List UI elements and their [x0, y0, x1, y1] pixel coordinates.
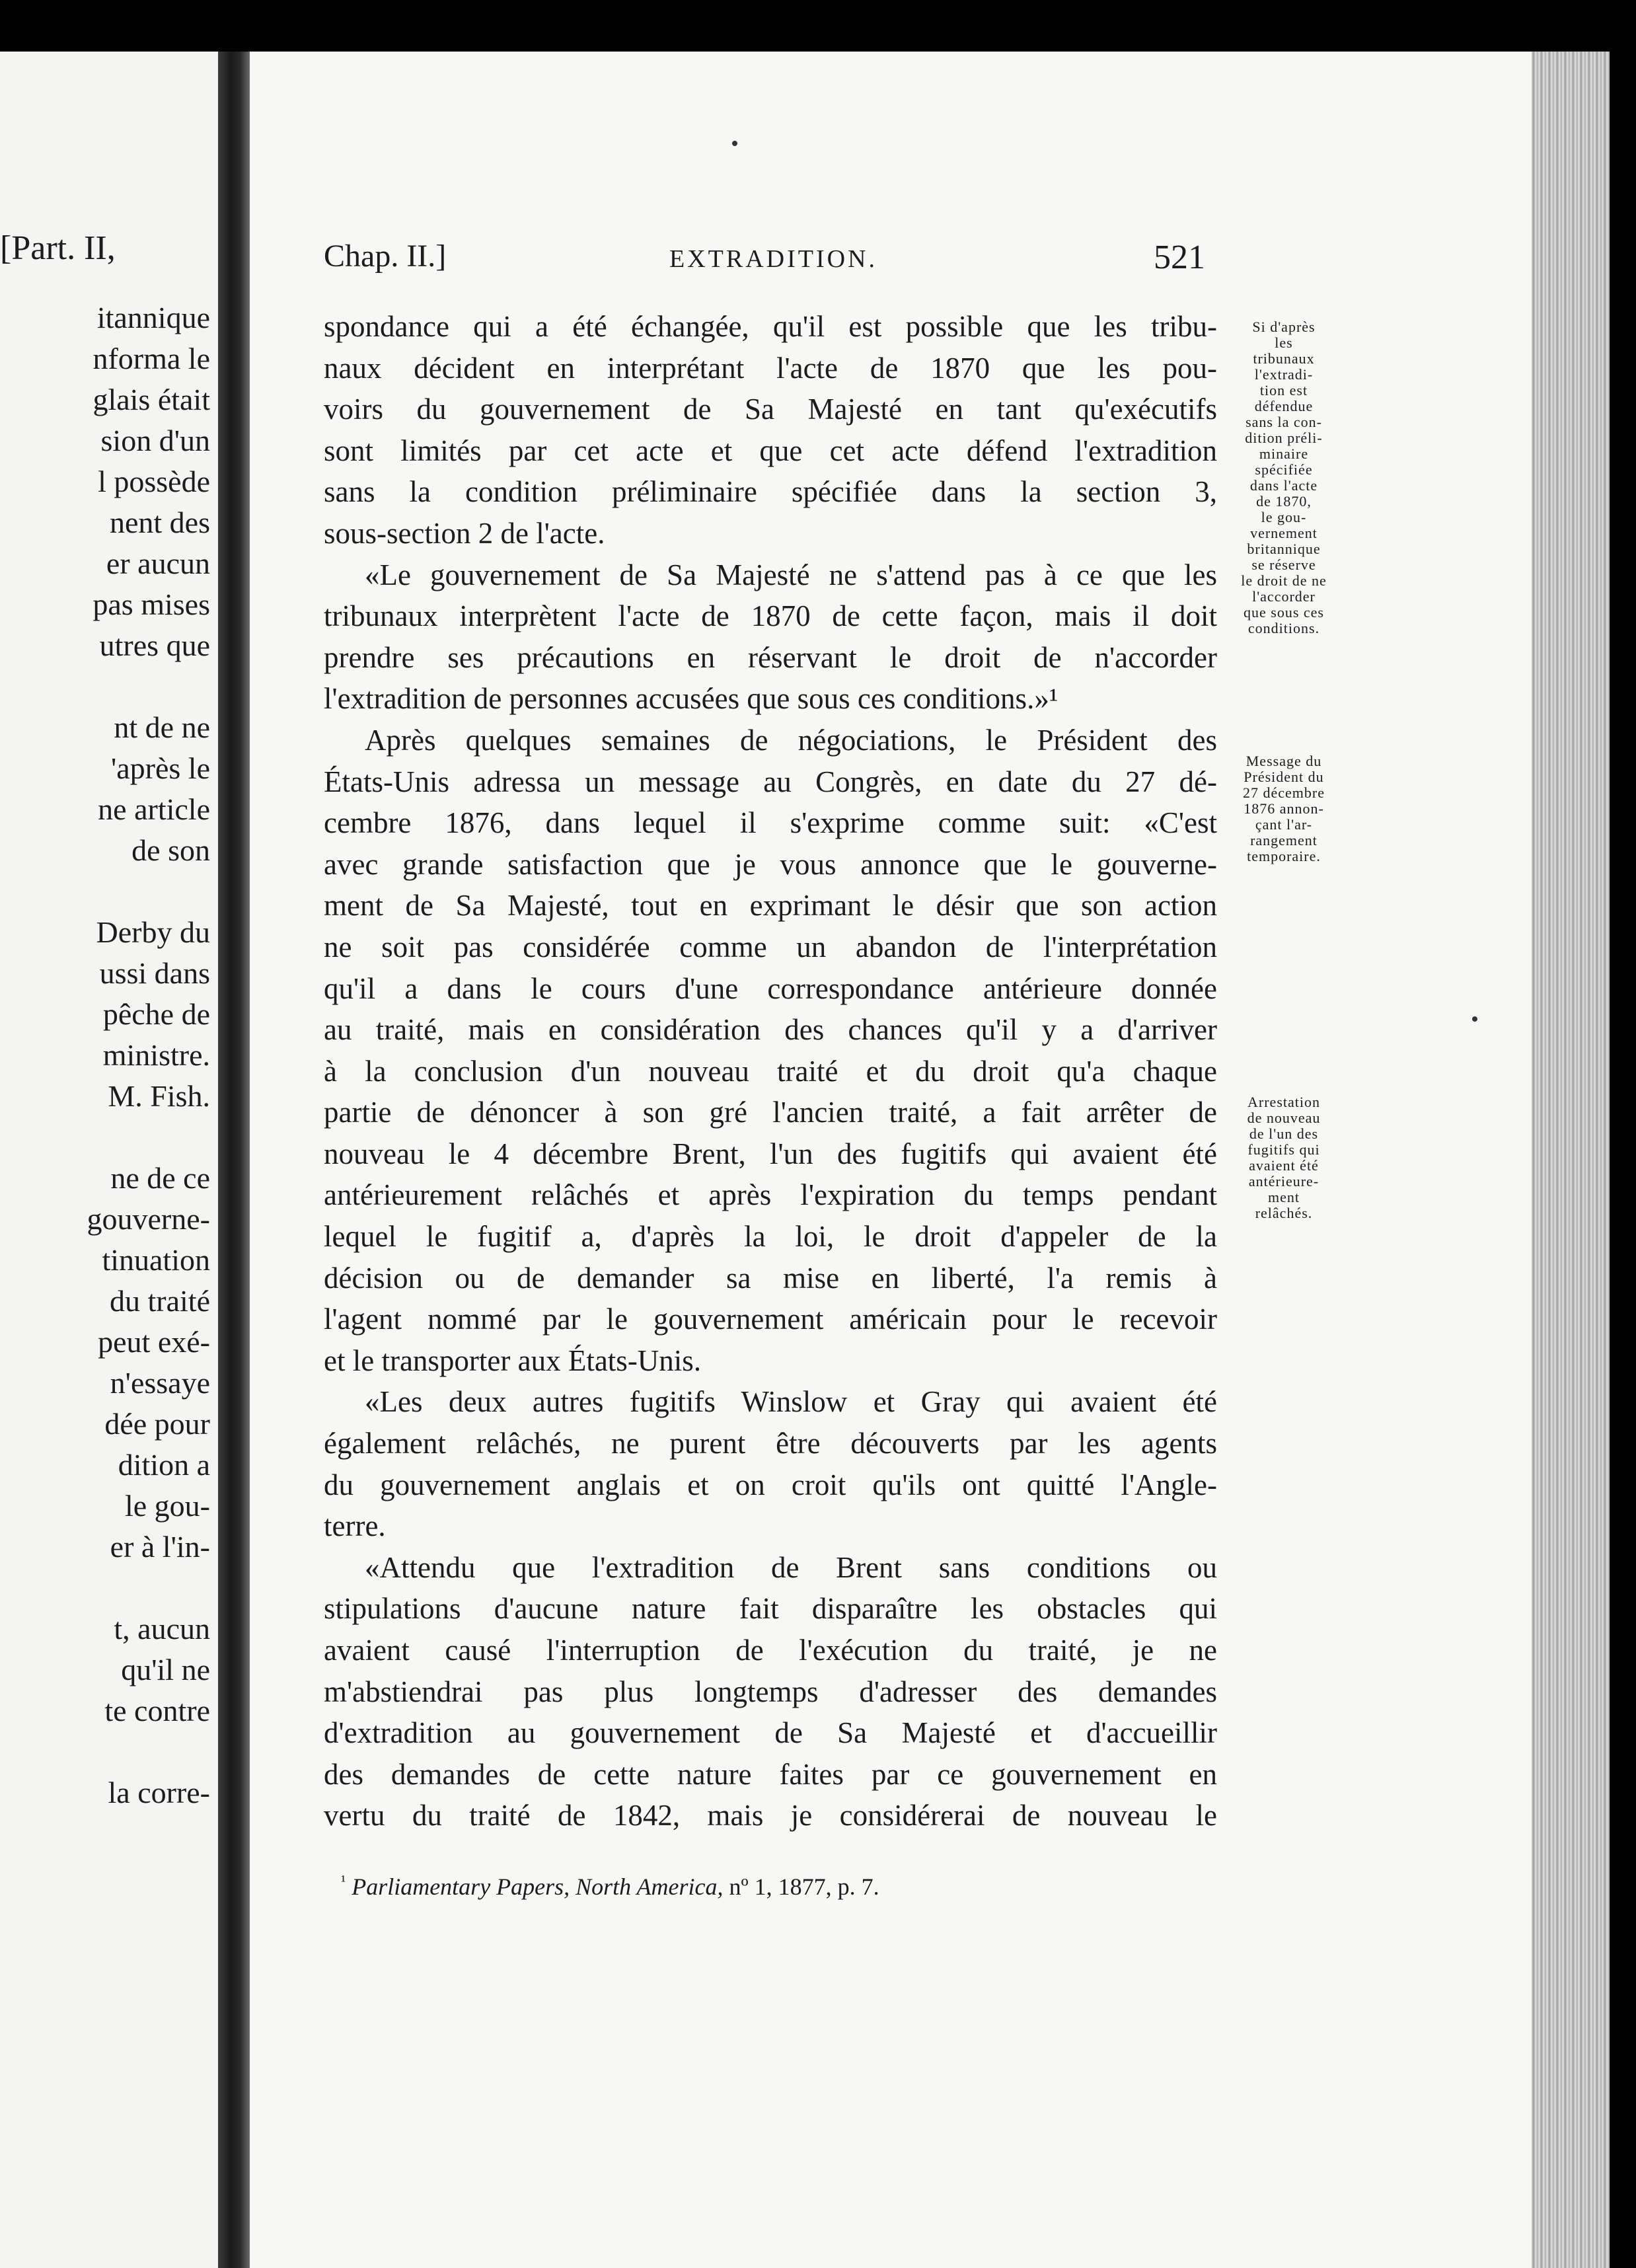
left-page-line: 'après le	[110, 751, 210, 785]
margin-note-line: Président du	[1244, 769, 1324, 785]
left-page-line: er à l'in-	[110, 1530, 210, 1564]
left-page-line: nforma le	[93, 342, 210, 375]
main-page	[250, 52, 1532, 2268]
left-page-line	[0, 1731, 210, 1772]
margin-note-line: avaient été	[1249, 1157, 1319, 1174]
left-page-line: glais était	[93, 383, 210, 416]
margin-note-line: dans l'acte	[1249, 477, 1318, 494]
margin-note-line: sans la con-	[1246, 414, 1322, 430]
left-page-line: pêche de	[102, 997, 210, 1031]
body-line: stipulations d'aucune nature fait disparaître les obstacles qui	[324, 1592, 1217, 1626]
left-page-line: tinuation	[102, 1243, 210, 1277]
page-edges	[1532, 52, 1610, 2268]
chapter-label: Chap. II.]	[324, 239, 447, 274]
margin-note-line: çant l'ar-	[1255, 816, 1313, 833]
left-page-line: utres que	[99, 628, 210, 662]
body-line: tribunaux interprètent l'acte de 1870 de cette façon, mais il doit	[324, 599, 1217, 633]
body-line: voirs du gouvernement de Sa Majesté en tant qu'exécutifs	[324, 393, 1217, 426]
body-line: sous-section 2 de l'acte.	[324, 516, 605, 550]
left-page-line: n'essaye	[110, 1366, 210, 1400]
body-line: «Le gouvernement de Sa Majesté ne s'attend pas à ce que les	[365, 558, 1217, 591]
body-line: nouveau le 4 décembre Brent, l'un des fugitifs qui avaient été	[324, 1137, 1217, 1170]
left-page-line: t, aucun	[114, 1612, 210, 1645]
body-line: «Attendu que l'extradition de Brent sans conditions ou	[365, 1550, 1217, 1584]
paper-speck	[1472, 1016, 1477, 1022]
margin-note-conditions	[1221, 319, 1347, 636]
margin-note-line: le gou-	[1261, 509, 1307, 525]
margin-note-arrest	[1221, 1094, 1347, 1221]
margin-note-line: Message du	[1246, 753, 1322, 769]
left-page-line	[0, 1117, 210, 1158]
left-page-line: gouverne-	[87, 1202, 210, 1236]
running-head	[250, 238, 1532, 291]
left-page-line: M. Fish.	[108, 1079, 210, 1113]
left-page-line: te contre	[104, 1694, 210, 1727]
margin-note-line: tion est	[1259, 382, 1308, 398]
margin-note-line: 27 décembre	[1243, 784, 1325, 801]
left-page-line: nt de ne	[114, 710, 210, 744]
body-line: à la conclusion d'un nouveau traité et du droit qu'a chaque	[324, 1054, 1217, 1088]
book-gutter	[218, 52, 250, 2268]
margin-note-line: vernement	[1250, 525, 1318, 541]
paper-speck	[732, 141, 737, 146]
left-page-line: de son	[131, 833, 210, 867]
body-line: Après quelques semaines de négociations, le Président des	[365, 723, 1217, 757]
left-page-line: ussi dans	[99, 956, 210, 990]
body-line: naux décident en interprétant l'acte de 1870 que les pou-	[324, 351, 1217, 385]
margin-note-line: spécifiée	[1255, 461, 1313, 478]
body-line: au traité, mais en considération des chances qu'il y a d'arriver	[324, 1013, 1217, 1047]
margin-note-line: britannique	[1247, 541, 1321, 557]
body-line: prendre ses précautions en réservant le droit de n'accorder	[324, 640, 1217, 674]
left-page-lines	[0, 297, 210, 1813]
margin-note-line: défendue	[1254, 398, 1314, 414]
body-line: avaient causé l'interruption de l'exécution du traité, je ne	[324, 1634, 1217, 1667]
left-page-line: la corre-	[108, 1776, 210, 1809]
left-page-line: er aucun	[106, 547, 210, 580]
left-page-line	[0, 871, 210, 912]
body-line: m'abstiendrai pas plus longtemps d'adresser des demandes	[324, 1675, 1217, 1708]
margin-note-line: 1876 annon-	[1244, 800, 1324, 817]
margin-note-line: Si d'après	[1252, 319, 1316, 335]
body-line: antérieurement relâchés et après l'expiration du temps pendant	[324, 1178, 1217, 1212]
body-line: l'agent nommé par le gouvernement américain pour le recevoir	[324, 1303, 1217, 1336]
margin-note-line: de l'un des	[1249, 1125, 1319, 1142]
margin-note-line: que sous ces	[1244, 604, 1324, 621]
left-page-line	[0, 1568, 210, 1608]
left-page-line: ne article	[98, 792, 210, 826]
left-page-line: dition a	[118, 1448, 210, 1482]
body-line: ne soit pas considérée comme un abandon de l'interprétation	[324, 930, 1217, 964]
body-line: «Les deux autres fugitifs Winslow et Gray qui avaient été	[365, 1385, 1217, 1419]
left-page-fragment	[0, 52, 218, 2268]
body-line: partie de dénoncer à son gré l'ancien traité, a fait arrêter de	[324, 1096, 1217, 1129]
left-page-line: nent des	[109, 506, 210, 539]
body-line: du gouvernement anglais et on croit qu'ils ont quitté l'Angle-	[324, 1468, 1217, 1501]
margin-note-line: ment	[1268, 1189, 1300, 1205]
body-line: avec grande satisfaction que je vous annonce que le gouverne-	[324, 847, 1217, 881]
margin-note-line: le droit de ne	[1241, 572, 1327, 589]
margin-note-line: relâchés.	[1255, 1205, 1313, 1221]
margin-note-line: antérieure-	[1248, 1173, 1320, 1190]
footnote-marker: ¹	[341, 1873, 346, 1890]
margin-note-line: temporaire.	[1247, 848, 1321, 864]
left-page-line: du traité	[110, 1284, 210, 1318]
margin-note-line: se réserve	[1251, 556, 1316, 573]
body-line: décision ou de demander sa mise en liberté, l'a remis à	[324, 1261, 1217, 1295]
left-page-line: le gou-	[124, 1489, 210, 1523]
margin-note-line: de 1870,	[1256, 493, 1312, 510]
body-line: États-Unis adressa un message au Congrès, en date du 27 dé-	[324, 765, 1217, 798]
left-page-line: Derby du	[96, 915, 210, 949]
body-text	[324, 306, 1217, 1836]
left-page-line: l possède	[98, 465, 210, 498]
left-page-line: dée pour	[104, 1407, 210, 1441]
left-page-line: ne de ce	[110, 1161, 210, 1195]
body-line: lequel le fugitif a, d'après la loi, le droit d'appeler de la	[324, 1220, 1217, 1254]
margin-note-line: de nouveau	[1247, 1110, 1321, 1126]
left-page-line: peut exé-	[98, 1325, 210, 1359]
scan-border	[1610, 0, 1636, 2268]
body-line: sont limités par cet acte et que cet acte défend l'extradition	[324, 434, 1217, 467]
body-line: cembre 1876, dans lequel il s'exprime comme suit: «C'est	[324, 806, 1217, 840]
margin-note-message	[1221, 753, 1347, 864]
margin-note-line: fugitifs qui	[1247, 1141, 1320, 1158]
body-line: et le transporter aux États-Unis.	[324, 1343, 702, 1377]
margin-note-line: tribunaux	[1253, 350, 1315, 367]
left-page-line: qu'il ne	[121, 1653, 210, 1686]
body-line: l'extradition de personnes accusées que sous ces conditions.»¹	[324, 682, 1059, 716]
margin-note-line: minaire	[1259, 445, 1309, 462]
body-line: également relâchés, ne purent être découverts par les agents	[324, 1427, 1217, 1460]
margin-note-line: conditions.	[1247, 620, 1320, 636]
margin-note-line: Arrestation	[1247, 1094, 1320, 1110]
body-line: terre.	[324, 1509, 386, 1543]
body-line: d'extradition au gouvernement de Sa Majesté et d'accueillir	[324, 1716, 1217, 1750]
body-line: vertu du traité de 1842, mais je considérerai de nouveau le	[324, 1799, 1217, 1833]
margin-note-line: l'extradi-	[1254, 366, 1314, 383]
left-page-line: pas mises	[93, 587, 210, 621]
body-line: des demandes de cette nature faites par ce gouvernement en	[324, 1757, 1217, 1791]
left-page-line: itannique	[96, 301, 210, 334]
footnote	[341, 1873, 1234, 1901]
margin-note-line: l'accorder	[1252, 588, 1316, 605]
running-title: EXTRADITION.	[669, 245, 878, 273]
left-page-line: sion d'un	[100, 424, 210, 457]
body-line: qu'il a dans le cours d'une correspondance antérieure donnée	[324, 971, 1217, 1005]
margin-note-line: les	[1275, 334, 1293, 351]
body-line: sans la condition préliminaire spécifiée dans la section 3,	[324, 475, 1217, 509]
left-page-header: [Part. II,	[0, 229, 116, 267]
body-line: ment de Sa Majesté, tout en exprimant le désir que son action	[324, 889, 1217, 923]
page-number: 521	[1154, 239, 1205, 276]
left-page-line: ministre.	[102, 1038, 210, 1072]
margin-note-line: dition préli-	[1245, 430, 1323, 446]
left-page-line	[0, 666, 210, 707]
footnote-rest: nº 1, 1877, p. 7.	[729, 1873, 879, 1900]
margin-note-line: rangement	[1250, 832, 1318, 849]
footnote-source: Parliamentary Papers, North America,	[352, 1873, 724, 1900]
body-line: spondance qui a été échangée, qu'il est possible que les tribu-	[324, 310, 1217, 343]
